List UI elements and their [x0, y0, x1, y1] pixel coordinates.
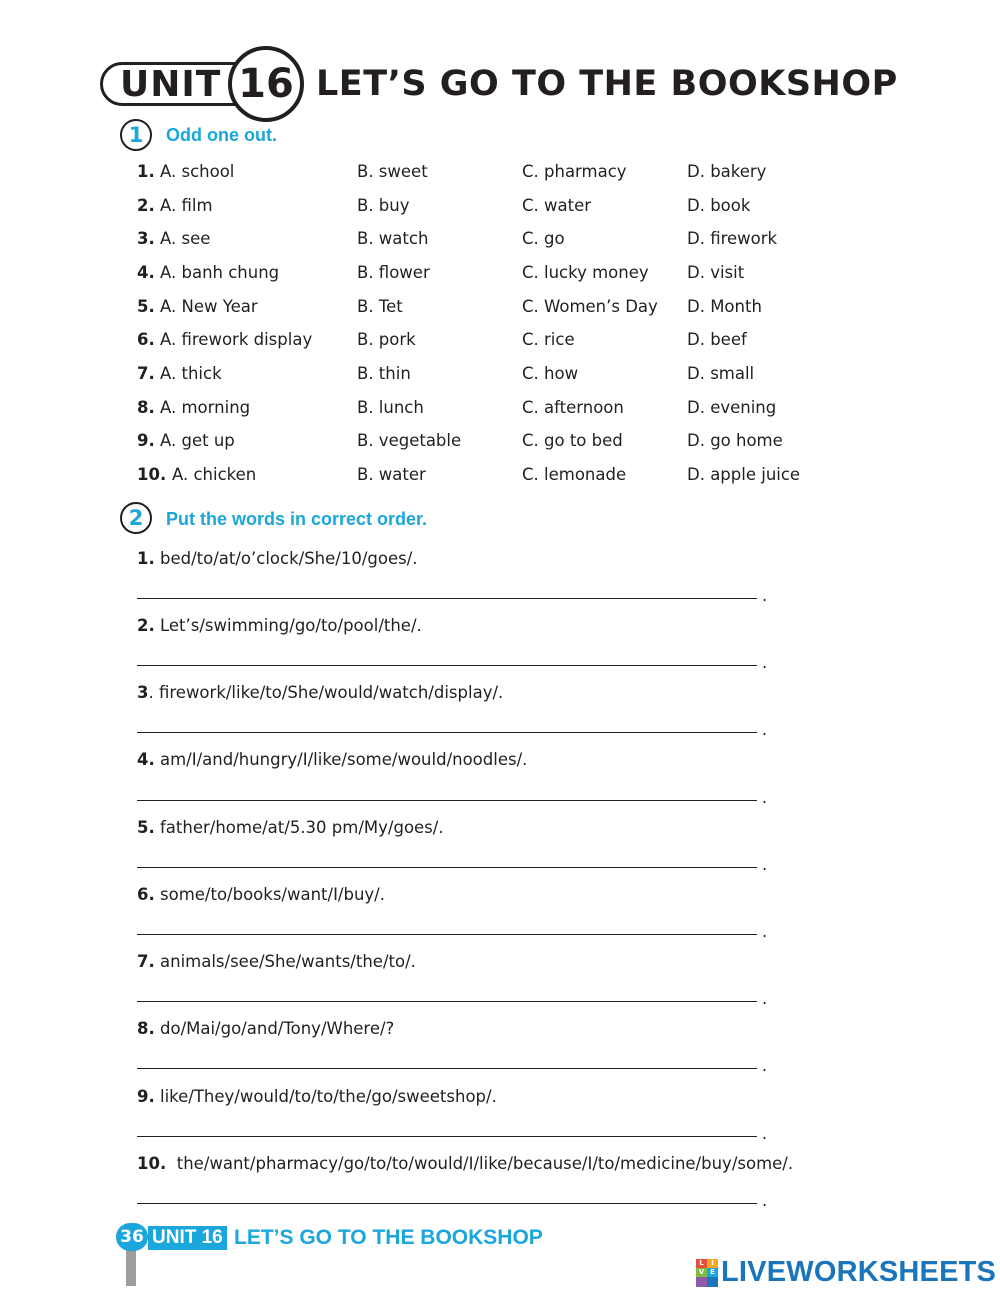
option-d: D. small	[687, 364, 755, 383]
liveworksheets-icon	[696, 1259, 718, 1287]
list-item	[137, 157, 767, 187]
item-number: 8.	[137, 398, 155, 417]
list-item	[137, 292, 762, 322]
scrambled-words: . firework/like/to/She/would/watch/display/.	[148, 683, 504, 702]
answer-line[interactable]	[137, 1203, 757, 1204]
option-d: D. beef	[687, 330, 747, 349]
option-c: C. pharmacy	[522, 162, 627, 181]
option-a: A. chicken	[172, 465, 257, 484]
item-number: 6.	[137, 885, 155, 904]
section-1-number: 1	[120, 119, 152, 151]
item-number: 10.	[137, 1154, 167, 1173]
answer-period: .	[762, 1124, 768, 1143]
option-d: D. go home	[687, 431, 783, 450]
item-number: 1.	[137, 162, 155, 181]
answer-period: .	[762, 855, 768, 874]
option-b: B. lunch	[357, 398, 424, 417]
item-number: 3	[137, 683, 149, 702]
option-a: A. school	[160, 162, 235, 181]
list-item	[137, 191, 751, 221]
option-a: A. thick	[160, 364, 222, 383]
answer-period: .	[762, 1191, 768, 1210]
answer-line[interactable]	[137, 598, 757, 599]
option-c: C. afternoon	[522, 398, 624, 417]
item-number: 5.	[137, 297, 155, 316]
question-prompt	[137, 1085, 497, 1109]
scrambled-words: the/want/pharmacy/go/to/to/would/I/like/because/I/to/medicine/buy/some/.	[176, 1154, 794, 1173]
option-b: B. vegetable	[357, 431, 462, 450]
question-prompt	[137, 614, 422, 638]
option-b: B. buy	[357, 196, 410, 215]
item-number: 1.	[137, 549, 155, 568]
item-number: 2.	[137, 196, 155, 215]
question-prompt	[137, 748, 527, 772]
option-d: D. evening	[687, 398, 777, 417]
liveworksheets-wordmark: LIVEWORKSHEETS	[721, 1256, 997, 1288]
option-b: B. water	[357, 465, 426, 484]
option-b: B. flower	[357, 263, 430, 282]
liveworksheets-logo	[696, 1256, 996, 1289]
option-b: B. thin	[357, 364, 411, 383]
option-b: B. Tet	[357, 297, 403, 316]
icon-letter-e: E	[707, 1268, 718, 1277]
option-c: C. how	[522, 364, 579, 383]
answer-line[interactable]	[137, 1136, 757, 1137]
option-a: A. firework display	[160, 330, 313, 349]
section-2-number: 2	[120, 502, 152, 534]
option-a: A. see	[160, 229, 211, 248]
list-item	[137, 426, 783, 456]
option-a: A. film	[160, 196, 213, 215]
item-number: 6.	[137, 330, 155, 349]
item-number: 3.	[137, 229, 155, 248]
footer-title: LET’S GO TO THE BOOKSHOP	[234, 1226, 543, 1249]
option-b: B. watch	[357, 229, 429, 248]
scrambled-words: am/I/and/hungry/I/like/some/would/noodles/.	[160, 750, 528, 769]
option-a: A. get up	[160, 431, 235, 450]
answer-period: .	[762, 1056, 768, 1075]
option-a: A. New Year	[160, 297, 258, 316]
option-d: D. firework	[687, 229, 778, 248]
question-prompt	[137, 883, 385, 907]
page-number: 36	[116, 1223, 148, 1251]
list-item	[137, 258, 745, 288]
answer-period: .	[762, 720, 768, 739]
icon-block	[696, 1277, 707, 1287]
unit-number: 16	[228, 46, 304, 122]
item-number: 4.	[137, 750, 155, 769]
answer-line[interactable]	[137, 867, 757, 868]
option-c: C. go to bed	[522, 431, 623, 450]
section-1-title: Odd one out.	[166, 125, 277, 145]
scrambled-words: bed/to/at/o’clock/She/10/goes/.	[160, 549, 418, 568]
option-d: D. bakery	[687, 162, 767, 181]
option-d: D. Month	[687, 297, 762, 316]
option-c: C. go	[522, 229, 565, 248]
answer-period: .	[762, 922, 768, 941]
icon-block	[707, 1277, 718, 1287]
item-number: 9.	[137, 1087, 155, 1106]
option-c: C. Women’s Day	[522, 297, 658, 316]
list-item	[137, 325, 747, 355]
icon-letter-l: L	[696, 1259, 707, 1268]
item-number: 4.	[137, 263, 155, 282]
option-c: C. rice	[522, 330, 575, 349]
answer-line[interactable]	[137, 665, 757, 666]
question-prompt	[137, 681, 503, 705]
item-number: 10.	[137, 465, 167, 484]
question-prompt	[137, 950, 416, 974]
scrambled-words: father/home/at/5.30 pm/My/goes/.	[160, 818, 444, 837]
icon-letter-v: V	[696, 1268, 707, 1277]
list-item	[137, 393, 777, 423]
answer-period: .	[762, 653, 768, 672]
item-number: 8.	[137, 1019, 155, 1038]
option-d: D. book	[687, 196, 751, 215]
answer-period: .	[762, 586, 768, 605]
answer-line[interactable]	[137, 800, 757, 801]
answer-line[interactable]	[137, 934, 757, 935]
option-b: B. pork	[357, 330, 416, 349]
option-d: D. apple juice	[687, 465, 801, 484]
item-number: 9.	[137, 431, 155, 450]
item-number: 2.	[137, 616, 155, 635]
scrambled-words: like/They/would/to/to/the/go/sweetshop/.	[160, 1087, 497, 1106]
item-number: 7.	[137, 364, 155, 383]
answer-line[interactable]	[137, 732, 757, 733]
scrambled-words: do/Mai/go/and/Tony/Where/?	[160, 1019, 395, 1038]
question-prompt	[137, 816, 444, 840]
page-title: LET’S GO TO THE BOOKSHOP	[316, 64, 898, 104]
scrambled-words: animals/see/She/wants/the/to/.	[160, 952, 416, 971]
option-c: C. water	[522, 196, 592, 215]
item-number: 5.	[137, 818, 155, 837]
section-2-title: Put the words in correct order.	[166, 509, 428, 529]
option-b: B. sweet	[357, 162, 428, 181]
question-prompt	[137, 547, 418, 571]
list-item	[137, 460, 801, 490]
answer-period: .	[762, 788, 768, 807]
answer-line[interactable]	[137, 1001, 757, 1002]
list-item	[137, 359, 755, 389]
option-c: C. lucky money	[522, 263, 649, 282]
option-a: A. banh chung	[160, 263, 280, 282]
question-prompt	[137, 1152, 793, 1176]
unit-label: UNIT	[120, 64, 222, 105]
answer-line[interactable]	[137, 1068, 757, 1069]
option-d: D. visit	[687, 263, 745, 282]
footer-unit-label: UNIT 16	[148, 1226, 227, 1250]
icon-letter-i: I	[707, 1259, 718, 1268]
answer-period: .	[762, 989, 768, 1008]
question-prompt	[137, 1017, 394, 1041]
option-a: A. morning	[160, 398, 251, 417]
option-c: C. lemonade	[522, 465, 627, 484]
scrambled-words: Let’s/swimming/go/to/pool/the/.	[160, 616, 422, 635]
scrambled-words: some/to/books/want/I/buy/.	[160, 885, 385, 904]
list-item	[137, 224, 778, 254]
item-number: 7.	[137, 952, 155, 971]
